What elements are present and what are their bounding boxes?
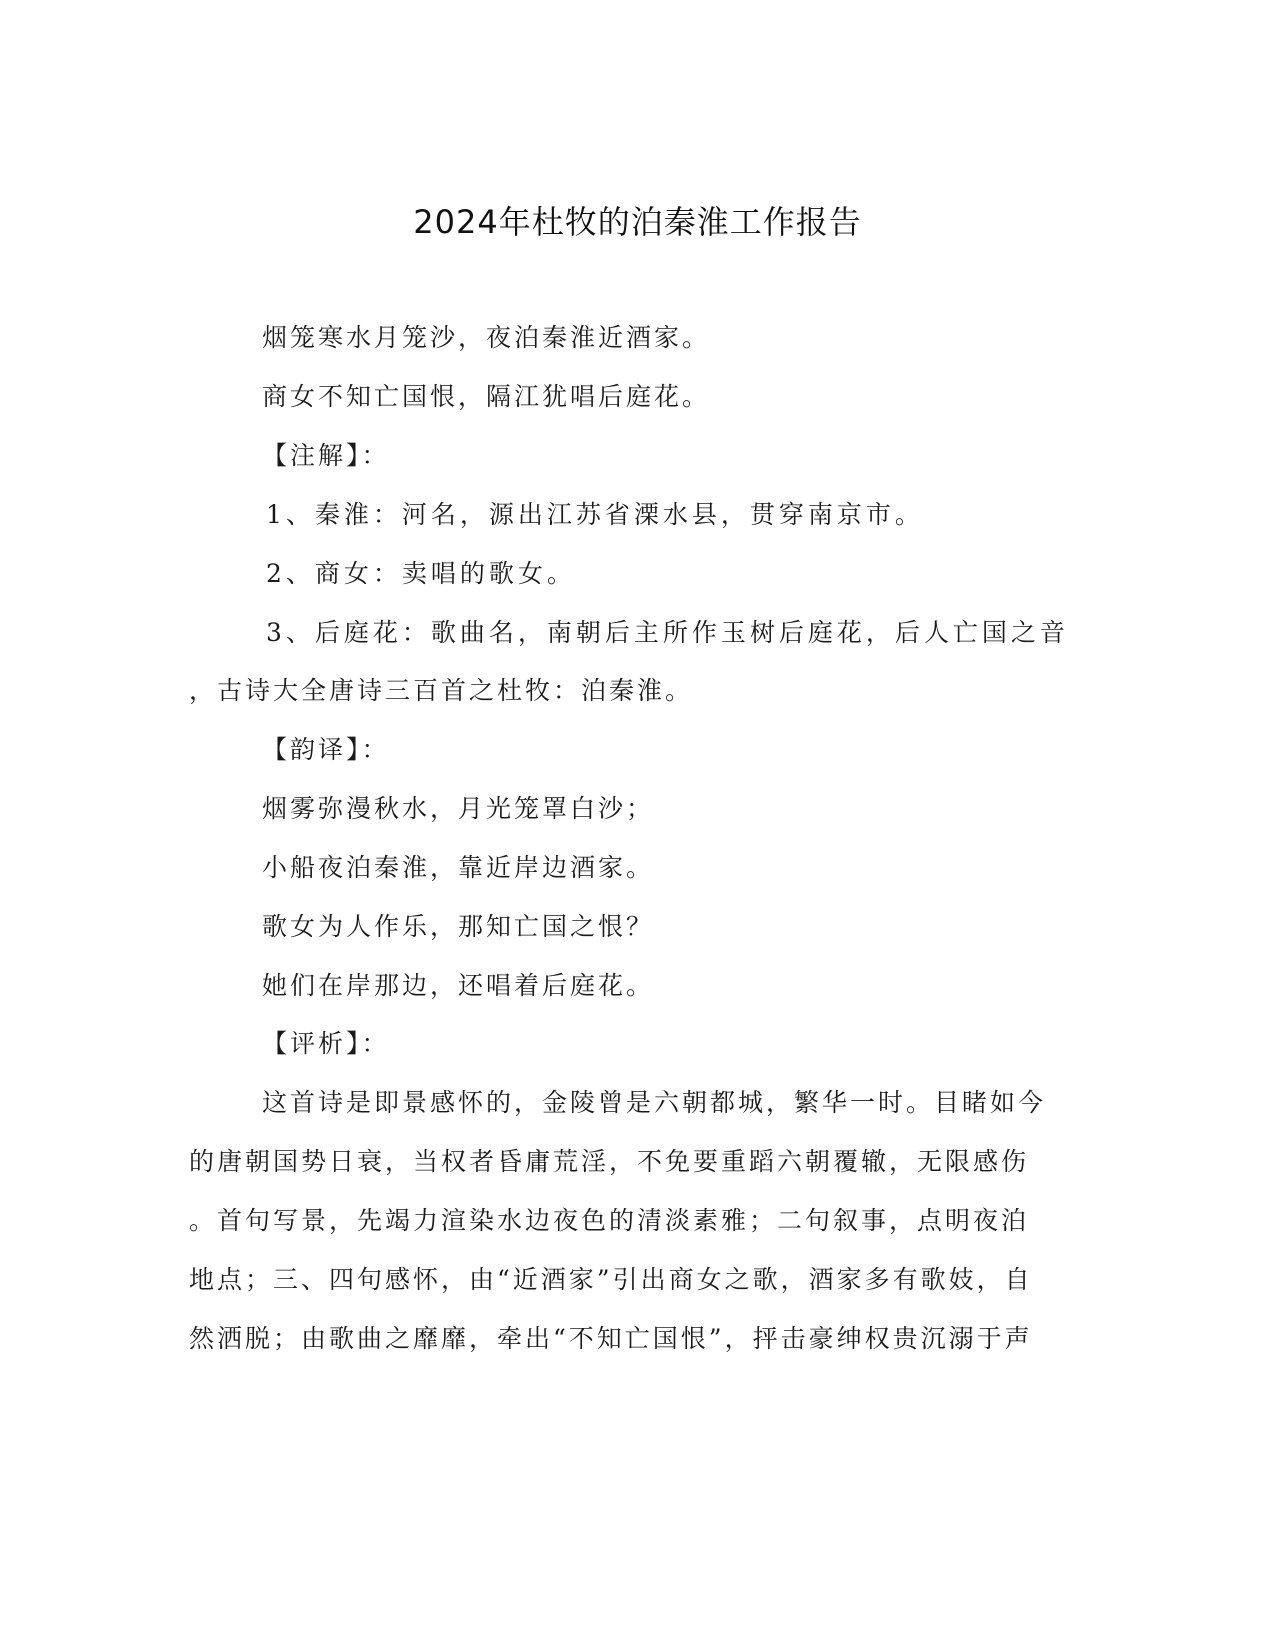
translation-line-2: 小船夜泊秦淮，靠近岸边酒家。 <box>262 853 655 882</box>
translation-heading: 【韵译】： <box>262 735 390 764</box>
poem-line-2: 商女不知亡国恨，隔江犹唱后庭花。 <box>262 382 711 411</box>
note-item-1: 1、秦淮：河名，源出江苏省溧水县，贯穿南京市。 <box>266 500 924 529</box>
notes-heading: 【注解】： <box>262 441 390 470</box>
analysis-line-4: 地点；三、四句感怀，由“近酒家”引出商女之歌，酒家多有歌妓，自 <box>189 1265 1033 1294</box>
analysis-line-2: 的唐朝国势日衰，当权者昏庸荒淫，不免要重蹈六朝覆辙，无限感伤 <box>189 1147 1030 1176</box>
note-item-3-continuation: ，古诗大全唐诗三百首之杜牧：泊秦淮。 <box>189 676 694 705</box>
poem-line-1: 烟笼寒水月笼沙，夜泊秦淮近酒家。 <box>262 323 711 352</box>
note-item-2: 2、商女：卖唱的歌女。 <box>266 559 576 588</box>
translation-line-4: 她们在岸那边，还唱着后庭花。 <box>262 971 655 1000</box>
analysis-line-3: 。首句写景，先竭力渲染水边夜色的清淡素雅；二句叙事，点明夜泊 <box>189 1206 1030 1235</box>
note-item-3: 3、后庭花：歌曲名，南朝后主所作玉树后庭花，后人亡国之音 <box>266 618 1069 647</box>
page-title: 2024年杜牧的泊秦淮工作报告 <box>413 203 862 241</box>
translation-line-1: 烟雾弥漫秋水，月光笼罩白沙； <box>262 794 655 823</box>
analysis-heading: 【评析】： <box>262 1029 390 1058</box>
translation-line-3: 歌女为人作乐，那知亡国之恨？ <box>262 912 655 941</box>
analysis-line-1: 这首诗是即景感怀的，金陵曾是六朝都城，繁华一时。目睹如今 <box>262 1088 1047 1117</box>
analysis-line-5: 然洒脱；由歌曲之靡靡，牵出“不知亡国恨”，抨击豪绅权贵沉溺于声 <box>189 1324 1033 1353</box>
